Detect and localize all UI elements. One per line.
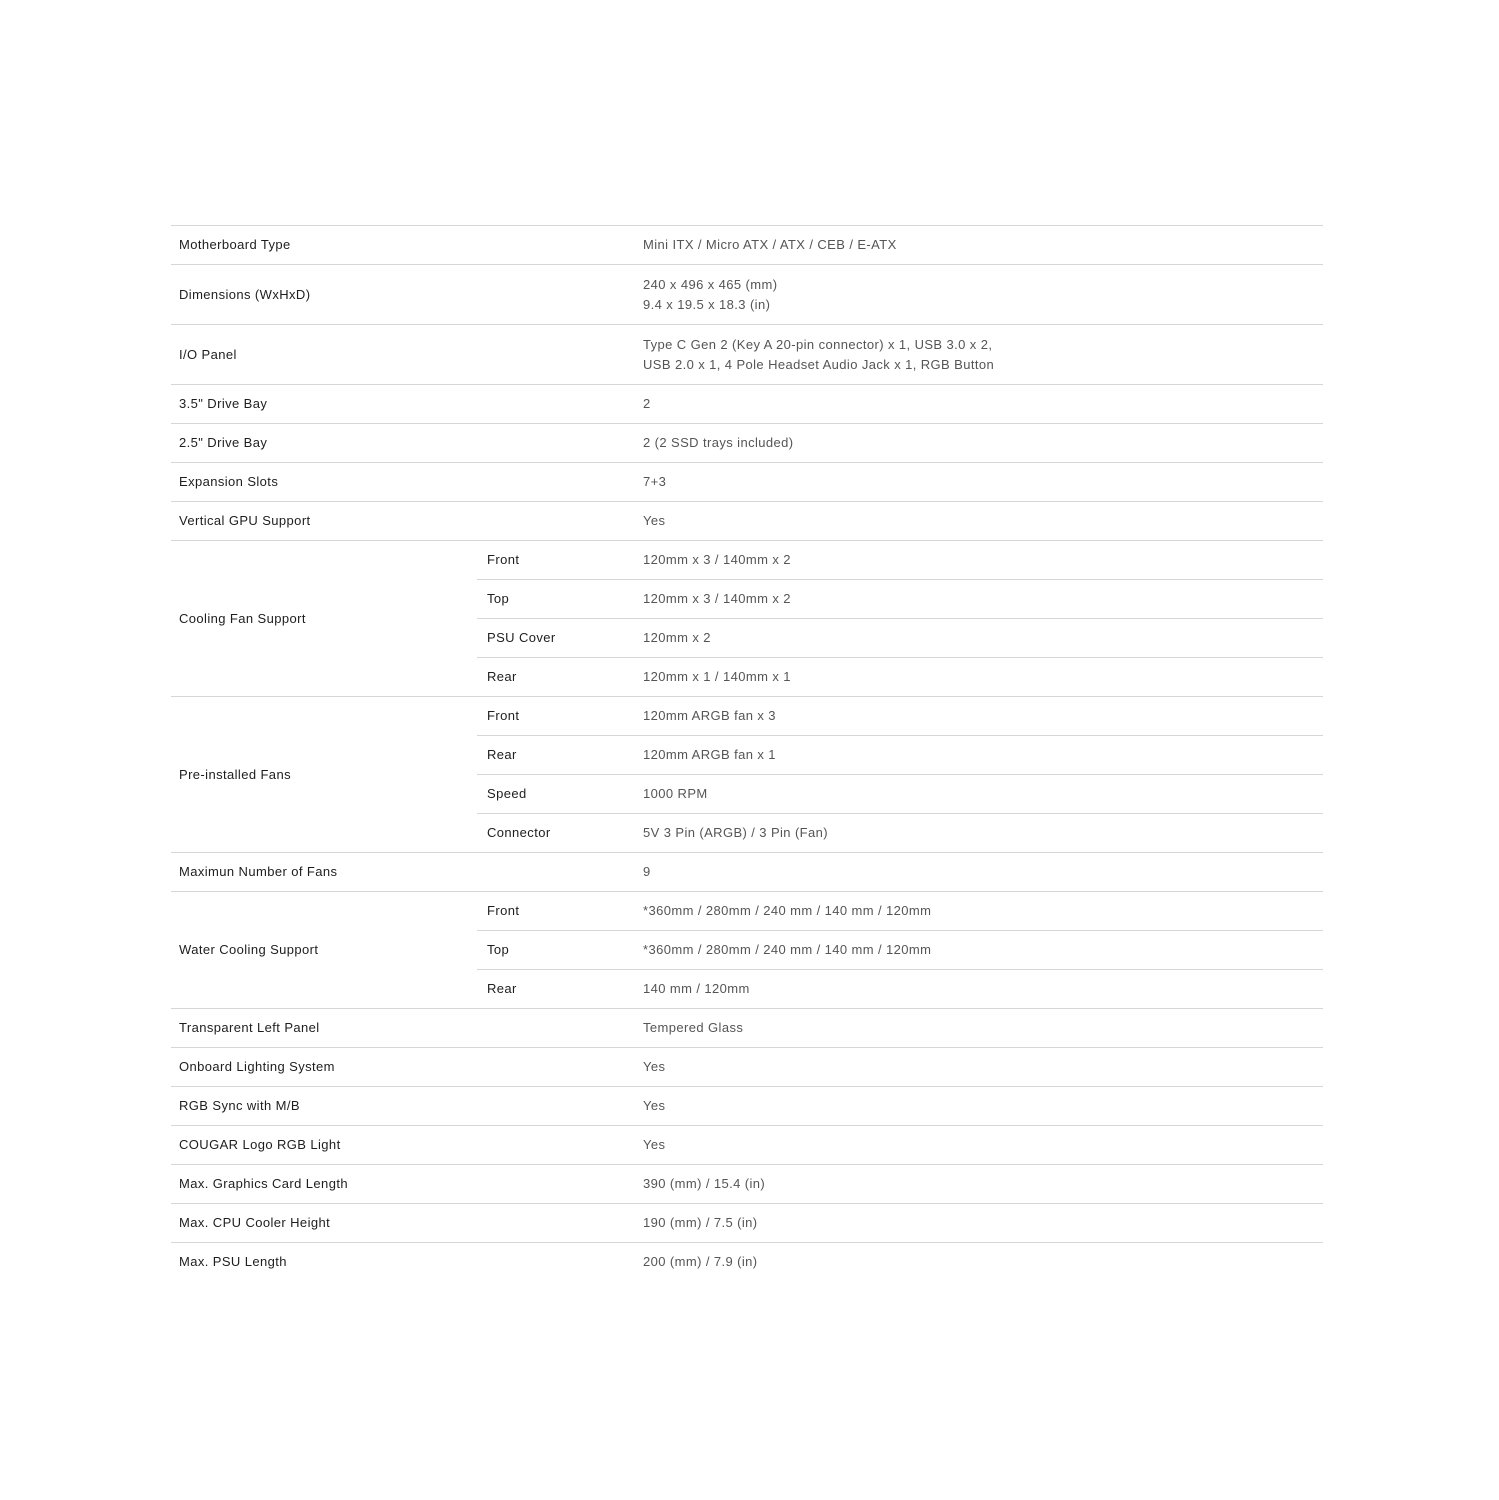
spec-row-vertical-gpu bbox=[171, 502, 1323, 541]
spec-label: 3.5" Drive Bay bbox=[179, 396, 268, 411]
spec-row-rgb-sync bbox=[171, 1087, 1323, 1126]
spec-label: Max. CPU Cooler Height bbox=[179, 1215, 331, 1230]
spec-value: 2 bbox=[643, 396, 651, 411]
spec-row-drive-bay-35 bbox=[171, 385, 1323, 424]
spec-row-cooling-fan-front bbox=[171, 541, 1323, 580]
spec-sublabel: Top bbox=[487, 942, 510, 957]
spec-label: Maximun Number of Fans bbox=[179, 864, 338, 879]
spec-row-max-fans bbox=[171, 853, 1323, 892]
spec-value-line: 240 x 496 x 465 (mm) bbox=[643, 276, 778, 292]
spec-row-logo-rgb bbox=[171, 1126, 1323, 1165]
spec-sublabel: Rear bbox=[487, 669, 517, 684]
spec-value: 120mm x 3 / 140mm x 2 bbox=[643, 591, 791, 606]
spec-sublabel: Top bbox=[487, 591, 510, 606]
spec-value bbox=[635, 265, 1323, 325]
spec-label: Max. PSU Length bbox=[179, 1254, 287, 1269]
spec-value: *360mm / 280mm / 240 mm / 140 mm / 120mm bbox=[643, 942, 932, 957]
spec-value: 5V 3 Pin (ARGB) / 3 Pin (Fan) bbox=[643, 825, 829, 840]
spec-label: Motherboard Type bbox=[179, 237, 291, 252]
spec-sublabel: Front bbox=[487, 903, 520, 918]
spec-value-line: USB 2.0 x 1, 4 Pole Headset Audio Jack x 1, RGB Button bbox=[643, 356, 995, 372]
spec-row-preinstalled-front bbox=[171, 697, 1323, 736]
spec-label: RGB Sync with M/B bbox=[179, 1098, 300, 1113]
spec-sublabel: Speed bbox=[487, 786, 527, 801]
spec-label: 2.5" Drive Bay bbox=[179, 435, 268, 450]
spec-value: Yes bbox=[643, 1098, 666, 1113]
spec-table bbox=[171, 225, 1323, 1281]
spec-value: 140 mm / 120mm bbox=[643, 981, 750, 996]
spec-sublabel: Front bbox=[487, 708, 520, 723]
spec-row-transparent-panel bbox=[171, 1009, 1323, 1048]
spec-value: 120mm x 3 / 140mm x 2 bbox=[643, 552, 791, 567]
spec-sublabel: Front bbox=[487, 552, 520, 567]
spec-label: COUGAR Logo RGB Light bbox=[179, 1137, 341, 1152]
spec-label: Pre-installed Fans bbox=[179, 766, 291, 782]
spec-sublabel: Rear bbox=[487, 981, 517, 996]
spec-sublabel: PSU Cover bbox=[487, 630, 556, 645]
spec-value: Yes bbox=[643, 513, 666, 528]
spec-value bbox=[635, 325, 1323, 385]
spec-label: Onboard Lighting System bbox=[179, 1059, 335, 1074]
spec-row-expansion-slots bbox=[171, 463, 1323, 502]
spec-value: 9 bbox=[643, 864, 651, 879]
spec-sublabel: Connector bbox=[487, 825, 551, 840]
spec-value-line: 9.4 x 19.5 x 18.3 (in) bbox=[643, 296, 771, 312]
spec-label: Vertical GPU Support bbox=[179, 513, 311, 528]
spec-value: 120mm ARGB fan x 1 bbox=[643, 747, 776, 762]
spec-label: Max. Graphics Card Length bbox=[179, 1176, 348, 1191]
spec-sublabel: Rear bbox=[487, 747, 517, 762]
spec-value: 190 (mm) / 7.5 (in) bbox=[643, 1215, 758, 1230]
spec-value: 2 (2 SSD trays included) bbox=[643, 435, 794, 450]
spec-value: Tempered Glass bbox=[643, 1020, 744, 1035]
spec-value: 120mm ARGB fan x 3 bbox=[643, 708, 776, 723]
spec-row-max-gpu-length bbox=[171, 1165, 1323, 1204]
spec-value: 7+3 bbox=[643, 474, 667, 489]
spec-value: 390 (mm) / 15.4 (in) bbox=[643, 1176, 766, 1191]
spec-label: I/O Panel bbox=[179, 346, 237, 362]
spec-value: Mini ITX / Micro ATX / ATX / CEB / E-ATX bbox=[643, 237, 897, 252]
spec-row-onboard-lighting bbox=[171, 1048, 1323, 1087]
spec-row-dimensions bbox=[171, 265, 1323, 325]
spec-row-io-panel bbox=[171, 325, 1323, 385]
spec-value: *360mm / 280mm / 240 mm / 140 mm / 120mm bbox=[643, 903, 932, 918]
spec-row-drive-bay-25 bbox=[171, 424, 1323, 463]
spec-value: 1000 RPM bbox=[643, 786, 708, 801]
spec-label: Expansion Slots bbox=[179, 474, 279, 489]
spec-label: Dimensions (WxHxD) bbox=[179, 286, 311, 302]
spec-label: Transparent Left Panel bbox=[179, 1020, 320, 1035]
spec-value: 120mm x 2 bbox=[643, 630, 711, 645]
spec-row-max-psu-length bbox=[171, 1243, 1323, 1282]
spec-value: Yes bbox=[643, 1137, 666, 1152]
spec-row-max-cpu-cooler bbox=[171, 1204, 1323, 1243]
spec-label: Water Cooling Support bbox=[179, 942, 319, 957]
spec-value-line: Type C Gen 2 (Key A 20-pin connector) x 1, USB 3.0 x 2, bbox=[643, 336, 993, 352]
spec-row-motherboard-type bbox=[171, 226, 1323, 265]
spec-value: 120mm x 1 / 140mm x 1 bbox=[643, 669, 791, 684]
spec-value: 200 (mm) / 7.9 (in) bbox=[643, 1254, 758, 1269]
spec-label: Cooling Fan Support bbox=[179, 610, 306, 626]
spec-row-water-front bbox=[171, 892, 1323, 931]
spec-value: Yes bbox=[643, 1059, 666, 1074]
